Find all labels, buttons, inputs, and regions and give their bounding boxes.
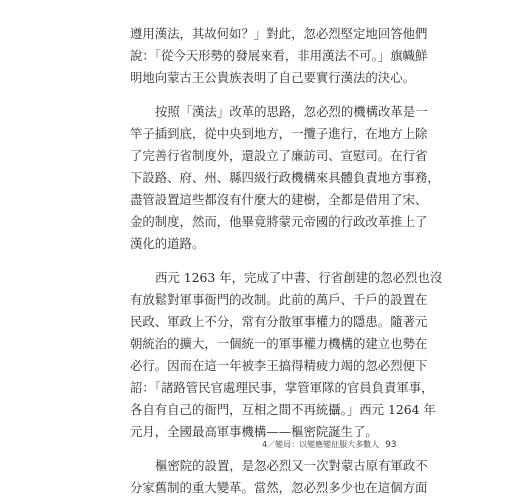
page-number: 93: [385, 440, 397, 450]
text-line: 金的制度，然而，他畢竟將蒙元帝國的行政改革推上了: [130, 214, 428, 229]
text-line: 漢化的道路。: [130, 236, 205, 251]
text-line: 竿子插到底，從中央到地方，一攬子進行，在地方上除: [130, 126, 428, 141]
text-line: 遵用漢法，其故何如？」對此，忽必烈堅定地回答他們: [130, 26, 428, 41]
text-line: 了完善行省制度外，還設立了廉訪司、宣慰司。在行省: [130, 148, 428, 163]
text-line: 按照「漢法」改革的思路，忽必烈的機構改革是一: [155, 104, 428, 119]
text-line: 民政、軍政上不分，常有分散軍事權力的隱患。隨著元: [130, 314, 428, 329]
text-line: 朝統治的擴大，一個統一的軍事權力機構的建立也勢在: [130, 336, 428, 351]
text-line: 有放鬆對軍事衙門的改制。此前的萬戶、千戶的設置在: [130, 292, 428, 307]
text-line: 盡管設置這些都沒有什麼大的建樹，全都是借用了宋、: [130, 192, 428, 207]
text-line: 詔：「諸路管民官處理民事，掌管軍隊的官員負責軍事，: [130, 380, 434, 395]
text-line: 樞密院的設置，是忽必烈又一次對蒙古原有軍政不: [155, 458, 428, 473]
text-line: 下設路、府、州、縣四級行政機構來具體負責地方事務，: [130, 170, 440, 185]
text-line: 明地向蒙古王公貴族表明了自己要實行漢法的決心。: [130, 70, 415, 85]
running-title: 4／變局：以變應變征服大多數人: [262, 440, 380, 449]
text-line: 分家舊制的重大變革。當然，忽必烈多少也在這個方面: [130, 480, 428, 495]
text-line: 說：「從今天形勢的發展來看，非用漢法不可。」旗幟鮮: [130, 48, 428, 63]
text-line: 必行。因而在這一年被李王搞得精疲力竭的忽必烈便下: [130, 358, 428, 373]
body-text: [130, 23, 443, 499]
page-footer: [262, 439, 397, 450]
text-line: 各自有自己的衙門，互相之間不再統攝。」西元 1264 年: [130, 402, 436, 417]
text-line: 元月，全國最高軍事機構——樞密院誕生了。: [130, 424, 378, 439]
text-line: 西元 1263 年，完成了中書、行省創建的忽必烈也沒: [155, 270, 443, 285]
